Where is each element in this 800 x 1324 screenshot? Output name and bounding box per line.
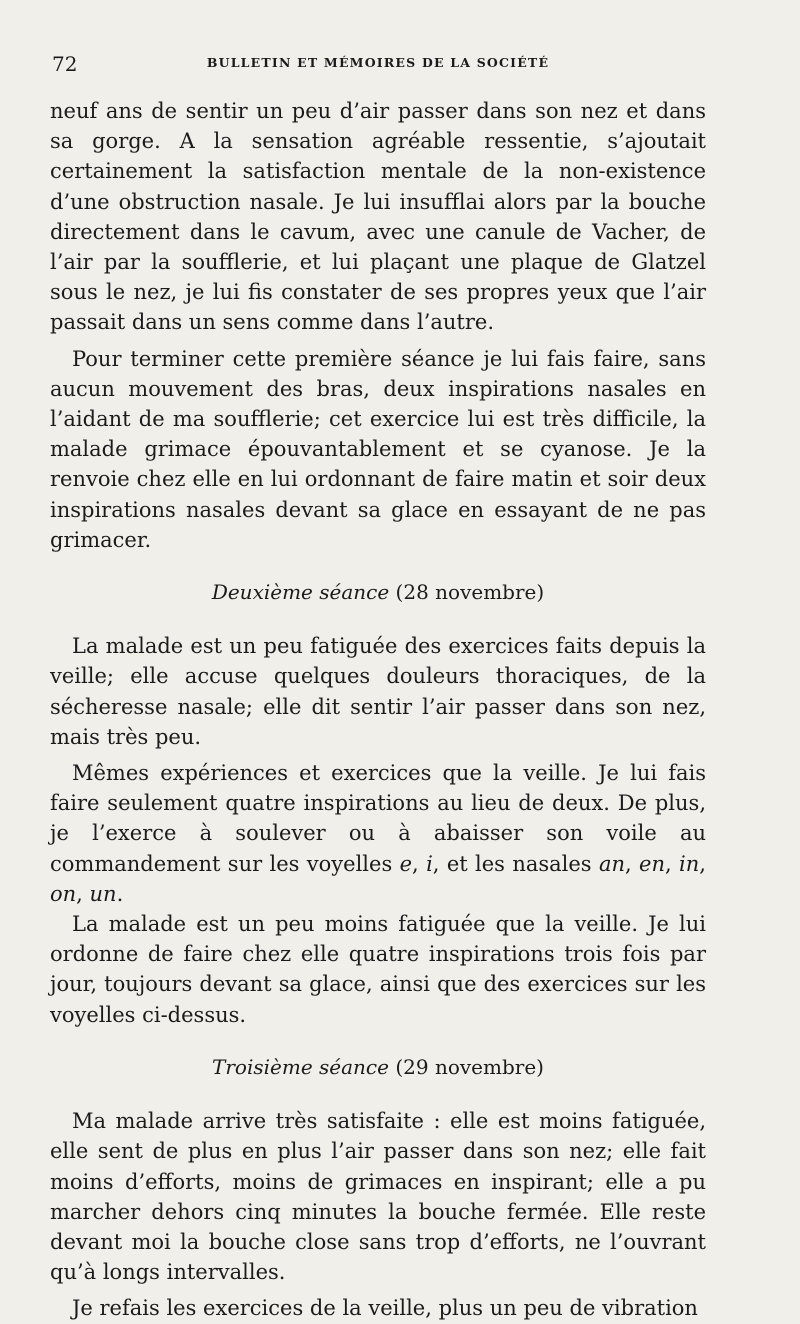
paragraph-continued: neuf ans de sentir un peu d’air passer dans son nez et dans sa gorge. A la sensation agréable ressentie, s’ajoutait certainement la satisfaction mentale de la non-existence d’une obstruction nasale. Je lui insufflai alors par la bouche directement dans le cavum, avec une canule de Vacher, de l’air par la soufflerie, et lui plaçant une plaque de Glatzel sous le nez, je lui fis constater de ses propres yeux que l’air passait dans un sens comme dans l’autre. [50, 99, 706, 335]
page-header [48, 52, 708, 76]
paragraph: Pour terminer cette première séance je lui fais faire, sans aucun mouvement des bras, deux inspirations nasales en l’aidant de ma soufflerie; cet exercice lui est très difficile, la malade grimace épouvantablement et se cyanose. Je la renvoie chez elle en lui ordonnant de faire matin et soir deux inspirations nasales devant sa glace en essayant de ne pas grimacer. [50, 346, 706, 552]
section-heading-title: Deuxième séance [211, 580, 390, 605]
section-heading-2 [50, 577, 706, 607]
running-head: BULLETIN ET MÉMOIRES DE LA SOCIÉTÉ [206, 55, 550, 70]
section-heading-title: Troisième séance [212, 1054, 389, 1079]
paragraph: Je refais les exercices de la veille, plus un peu de vibration [72, 1296, 698, 1321]
paragraph: Ma malade arrive très satisfaite : elle est moins fatiguée, elle sent de plus en plus l’air passer dans son nez; elle fait moins d’efforts, moins de grimaces en inspirant; elle a pu marcher dehors cinq minutes la bouche fermée. Elle reste devant moi la bouche close sans trop d’efforts, ne l’ouvrant qu’à longs intervalles. [50, 1109, 706, 1285]
paragraph: La malade est un peu fatiguée des exercices faits depuis la veille; elle accuse quelques douleurs thoraciques, de la sécheresse nasale; elle dit sentir l’air passer dans son nez, mais très peu. [50, 634, 706, 749]
paragraph: La malade est un peu moins fatiguée que la veille. Je lui ordonne de faire chez elle quatre inspirations trois fois par jour, toujours devant sa glace, ainsi que des exercices sur les voyelles ci-dessus. [50, 912, 706, 1027]
section-heading-3 [50, 1052, 706, 1082]
body-text [50, 96, 706, 1324]
page-number: 72 [52, 52, 78, 76]
section-heading-date: (28 novembre) [395, 580, 545, 605]
section-heading-date: (29 novembre) [395, 1054, 544, 1079]
paragraph: Mêmes expériences et exercices que la veille. Je lui fais faire seulement quatre inspirations au lieu de deux. De plus, je l’exerce à soulever ou à abaisser son voile au commandement sur les voyelles e, i, et les nasales an, en, in, on, un. [50, 761, 706, 906]
